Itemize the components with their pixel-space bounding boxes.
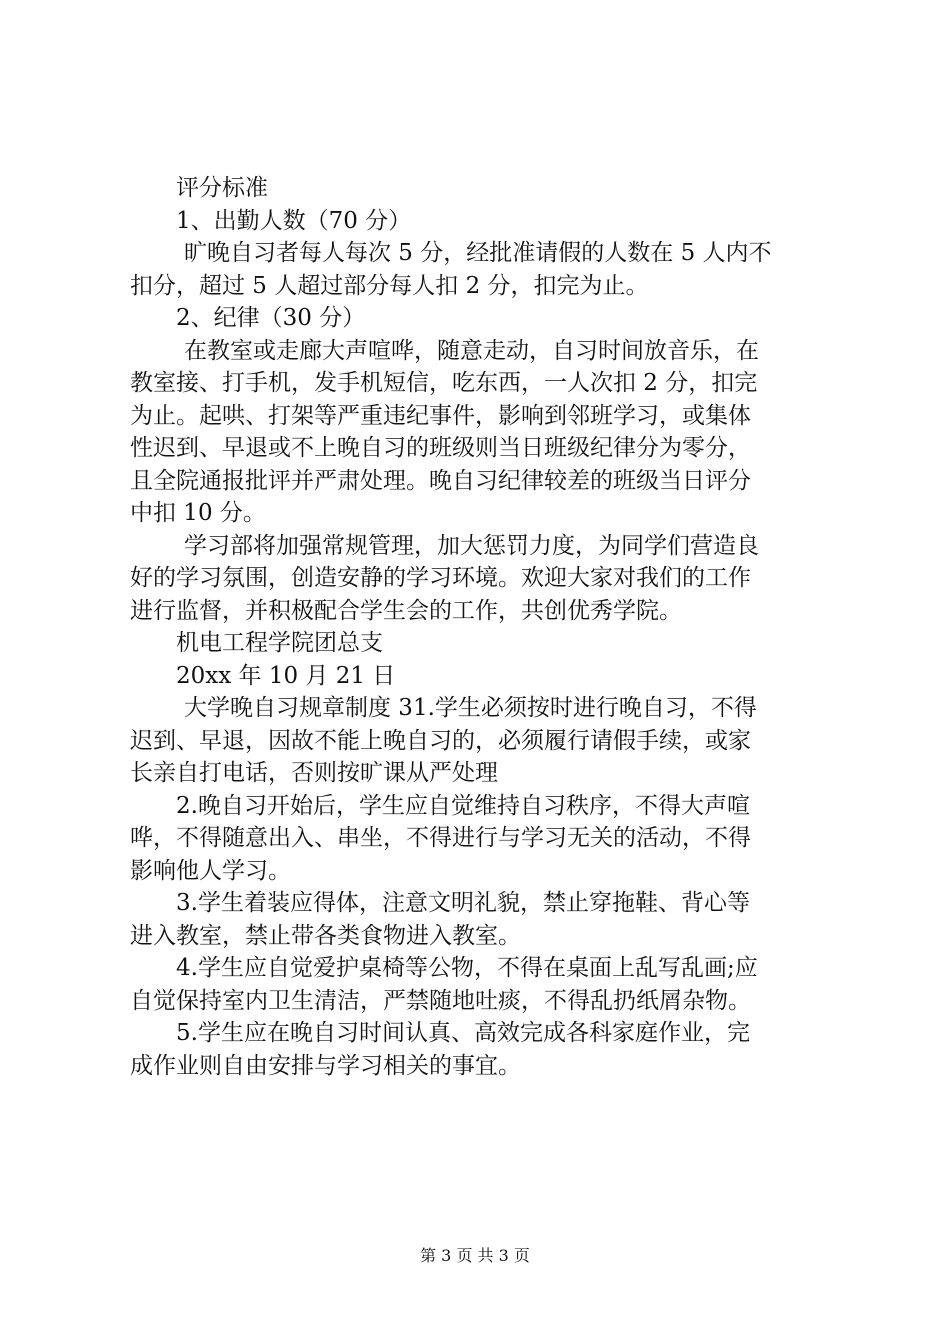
text-line: 成作业则自由安排与学习相关的事宜。 xyxy=(130,1052,521,1079)
text-line: 大学晚自习规章制度 31.学生必须按时进行晚自习，不得 xyxy=(184,695,757,721)
text-line: 2、纪律（30 分） xyxy=(176,305,366,331)
text-line: 进入教室，禁止带各类食物进入教室。 xyxy=(130,922,521,949)
text-line: 学习部将加强常规管理，加大惩罚力度，为同学们营造良 xyxy=(184,532,759,559)
text-line: 在教室或走廊大声喧哗，随意走动，自习时间放音乐，在 xyxy=(184,337,759,364)
text-line: 迟到、早退，因故不能上晚自习的，必须履行请假手续，或家 xyxy=(130,727,751,754)
text-line: 影响他人学习。 xyxy=(130,857,291,884)
text-line: 3.学生着装应得体，注意文明礼貌，禁止穿拖鞋、背心等 xyxy=(176,890,750,916)
text-line: 评分标准 xyxy=(176,175,268,201)
text-line: 4.学生应自觉爱护桌椅等公物，不得在桌面上乱写乱画;应 xyxy=(176,955,758,981)
text-line: 教室接、打手机，发手机短信，吃东西，一人次扣 2 分，扣完 xyxy=(130,370,758,396)
page-footer: 第 3 页 共 3 页 xyxy=(420,1246,530,1265)
text-line: 长亲自打电话，否则按旷课从严处理 xyxy=(130,760,498,786)
text-line: 且全院通报批评并严肃处理。晚自习纪律较差的班级当日评分 xyxy=(130,467,751,494)
text-line: 自觉保持室内卫生清洁，严禁随地吐痰，不得乱扔纸屑杂物。 xyxy=(130,987,751,1014)
text-line: 好的学习氛围，创造安静的学习环境。欢迎大家对我们的工作 xyxy=(130,565,751,591)
text-line: 性迟到、早退或不上晚自习的班级则当日班级纪律分为零分， xyxy=(130,435,751,461)
text-line: 扣分，超过 5 人超过部分每人扣 2 分，扣完为止。 xyxy=(130,272,649,299)
text-line: 中扣 10 分。 xyxy=(130,500,266,526)
text-line: 20xx 年 10 月 21 日 xyxy=(176,662,396,689)
document-body xyxy=(130,172,830,1082)
text-line: 进行监督，并积极配合学生会的工作，共创优秀学院。 xyxy=(130,597,682,624)
text-line: 机电工程学院团总支 xyxy=(176,630,383,656)
text-line: 哗，不得随意出入、串坐，不得进行与学习无关的活动，不得 xyxy=(130,825,751,851)
text-line: 旷晚自习者每人每次 5 分，经批准请假的人数在 5 人内不 xyxy=(184,240,772,266)
text-line: 为止。起哄、打架等严重违纪事件，影响到邻班学习，或集体 xyxy=(130,402,751,429)
text-line: 5.学生应在晚自习时间认真、高效完成各科家庭作业，完 xyxy=(176,1020,750,1046)
text-line: 1、出勤人数（70 分） xyxy=(176,207,412,234)
text-line: 2.晚自习开始后，学生应自觉维持自习秩序，不得大声喧 xyxy=(176,792,750,819)
